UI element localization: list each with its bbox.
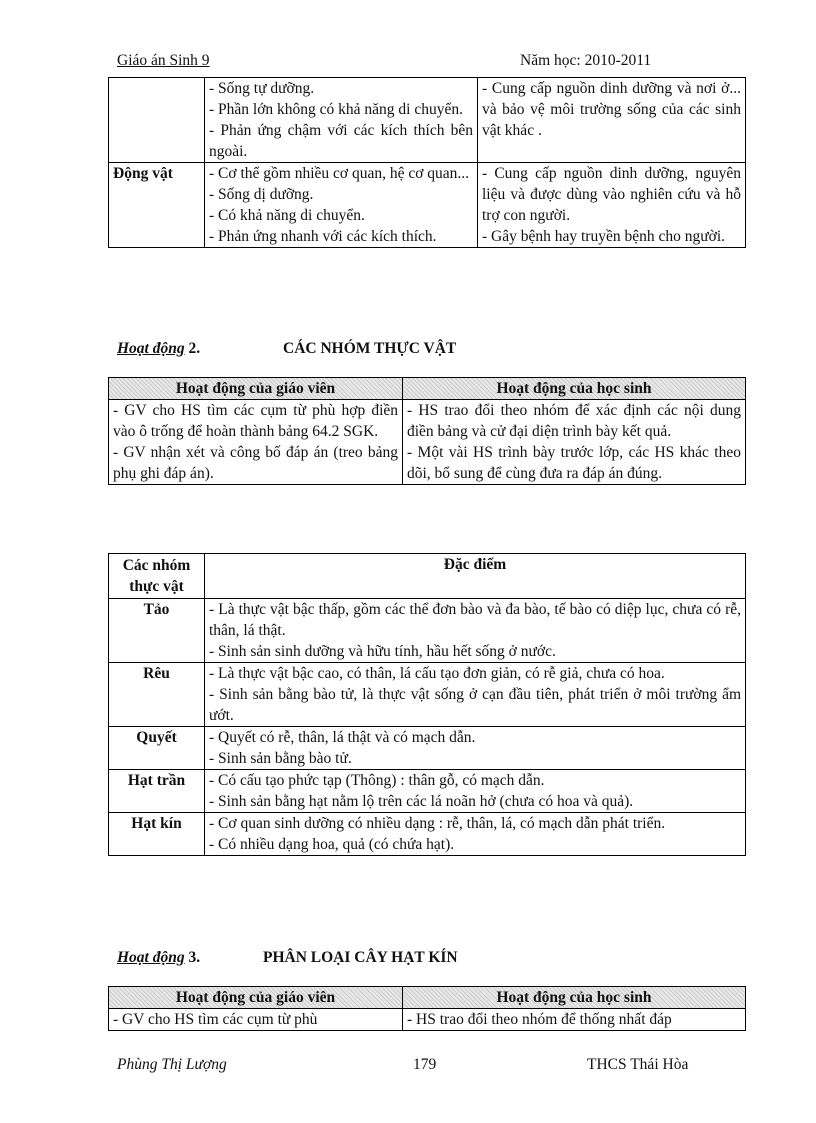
table-row [109, 400, 746, 485]
table-row [109, 78, 746, 163]
cell-line: - Sinh sản sinh dưỡng và hữu tính, hầu hết sống ở nước. [209, 643, 556, 660]
group-name: Quyết [109, 727, 205, 770]
table-row [109, 663, 746, 727]
cell-line: - Phản ứng nhanh với các kích thích. [209, 228, 437, 245]
table-header-row [109, 554, 746, 599]
cell-line: - Sống dị dưỡng. [209, 186, 314, 203]
cell-line: - Sinh sản bằng bào tử. [209, 750, 352, 767]
cell-line: - Là thực vật bậc cao, có thân, lá cấu tạo đơn giản, có rễ giả, chưa có hoa. [209, 665, 665, 682]
cell-line: - HS trao đổi theo nhóm để thống nhất đáp [407, 1011, 672, 1028]
table-row [109, 770, 746, 813]
activity-3-title: PHÂN LOẠI CÂY HẠT KÍN [263, 949, 458, 966]
activity-2-table [108, 377, 746, 485]
cell-line: - Cung cấp nguồn dinh dưỡng, nguyên liệu và được dùng vào nghiên cứu và hỗ trợ con người. [482, 165, 741, 224]
group-features [205, 770, 746, 813]
activity-label: Hoạt động [117, 340, 185, 357]
teacher-activity-cell [109, 1009, 403, 1031]
activity-number: 3. [184, 949, 201, 966]
page-number: 179 [413, 1056, 437, 1073]
characteristics-cell [205, 163, 478, 248]
cell-line: - Một vài HS trình bày trước lớp, các HS khác theo dõi, bổ sung để cùng đưa ra đáp án đúng. [407, 444, 741, 482]
plant-groups-table [108, 553, 746, 856]
group-features [205, 599, 746, 663]
group-features [205, 813, 746, 856]
teacher-column-header: Hoạt động của giáo viên [109, 378, 403, 400]
group-name: Hạt trần [109, 770, 205, 813]
teacher-column-header: Hoạt động của giáo viên [109, 987, 403, 1009]
cell-line: - Có khả năng di chuyển. [209, 207, 365, 224]
table-row [109, 1009, 746, 1031]
cell-line: - Cơ quan sinh dưỡng có nhiều dạng : rễ, thân, lá, có mạch dẫn phát triển. [209, 815, 666, 832]
role-cell [478, 163, 746, 248]
student-activity-cell [403, 400, 746, 485]
cell-line: - GV cho HS tìm các cụm từ phù [113, 1011, 318, 1028]
cell-line: - HS trao đổi theo nhóm để xác định các nội dung điền bảng và cử đại diện trình bày kết quả. [407, 402, 741, 440]
group-name: Tảo [109, 599, 205, 663]
student-column-header: Hoạt động của học sinh [403, 987, 746, 1009]
cell-line: - Sinh sản bằng hạt nằm lộ trên các lá noãn hở (chưa có hoa và quả). [209, 793, 634, 810]
activity-2-title: CÁC NHÓM THỰC VẬT [283, 340, 457, 357]
role-cell [478, 78, 746, 163]
group-column-header: Các nhóm thực vật [109, 554, 205, 599]
header-school-year: Năm học: 2010-2011 [520, 52, 652, 69]
cell-line: - Sinh sản bằng bào tử, là thực vật sống ở cạn đầu tiên, phát triển ở môi trường ẩm ướt. [209, 686, 741, 724]
group-name: Rêu [109, 663, 205, 727]
row-label [109, 78, 205, 163]
group-features [205, 663, 746, 727]
group-features [205, 727, 746, 770]
cell-line: - Cơ thể gồm nhiều cơ quan, hệ cơ quan... [209, 165, 470, 182]
student-activity-cell [403, 1009, 746, 1031]
cell-line: - Gây bệnh hay truyền bệnh cho người. [482, 228, 726, 245]
activity-3-table [108, 986, 746, 1031]
cell-line: - Phản ứng chậm với các kích thích bên ngoài. [209, 122, 473, 160]
table-row [109, 163, 746, 248]
activity-3-heading [117, 947, 200, 968]
cell-line: - GV nhận xét và công bố đáp án (treo bảng phụ ghi đáp án). [113, 444, 398, 482]
cell-line: - Cung cấp nguồn dinh dưỡng và nơi ở... và bảo vệ môi trường sống của các sinh vật khác . [482, 80, 741, 139]
feature-column-header: Đặc điểm [205, 554, 746, 599]
group-name: Hạt kín [109, 813, 205, 856]
student-column-header: Hoạt động của học sinh [403, 378, 746, 400]
footer-author: Phùng Thị Lượng [117, 1056, 227, 1073]
table-row [109, 813, 746, 856]
header-subject: Giáo án Sinh 9 [117, 52, 210, 69]
footer-school: THCS Thái Hòa [587, 1056, 689, 1073]
characteristics-cell [205, 78, 478, 163]
row-label: Động vật [109, 163, 205, 248]
table-row [109, 727, 746, 770]
cell-line: - Phần lớn không có khả năng di chuyển. [209, 101, 463, 118]
cell-line: - Sống tự dưỡng. [209, 80, 315, 97]
organism-comparison-table [108, 77, 746, 248]
teacher-activity-cell [109, 400, 403, 485]
activity-number: 2. [184, 340, 201, 357]
cell-line: - GV cho HS tìm các cụm từ phù hợp điền vào ô trống để hoàn thành bảng 64.2 SGK. [113, 402, 398, 440]
cell-line: - Có cấu tạo phức tạp (Thông) : thân gỗ, có mạch dẫn. [209, 772, 545, 789]
cell-line: - Quyết có rễ, thân, lá thật và có mạch dẫn. [209, 729, 476, 746]
table-header-row [109, 987, 746, 1009]
cell-line: - Là thực vật bậc thấp, gồm các thể đơn bào và đa bào, tế bào có diệp lục, chưa có rễ, thân, lá thật. [209, 601, 741, 639]
activity-label: Hoạt động [117, 949, 185, 966]
table-row [109, 599, 746, 663]
table-header-row [109, 378, 746, 400]
activity-2-heading [117, 338, 200, 359]
cell-line: - Có nhiều dạng hoa, quả (có chứa hạt). [209, 836, 455, 853]
